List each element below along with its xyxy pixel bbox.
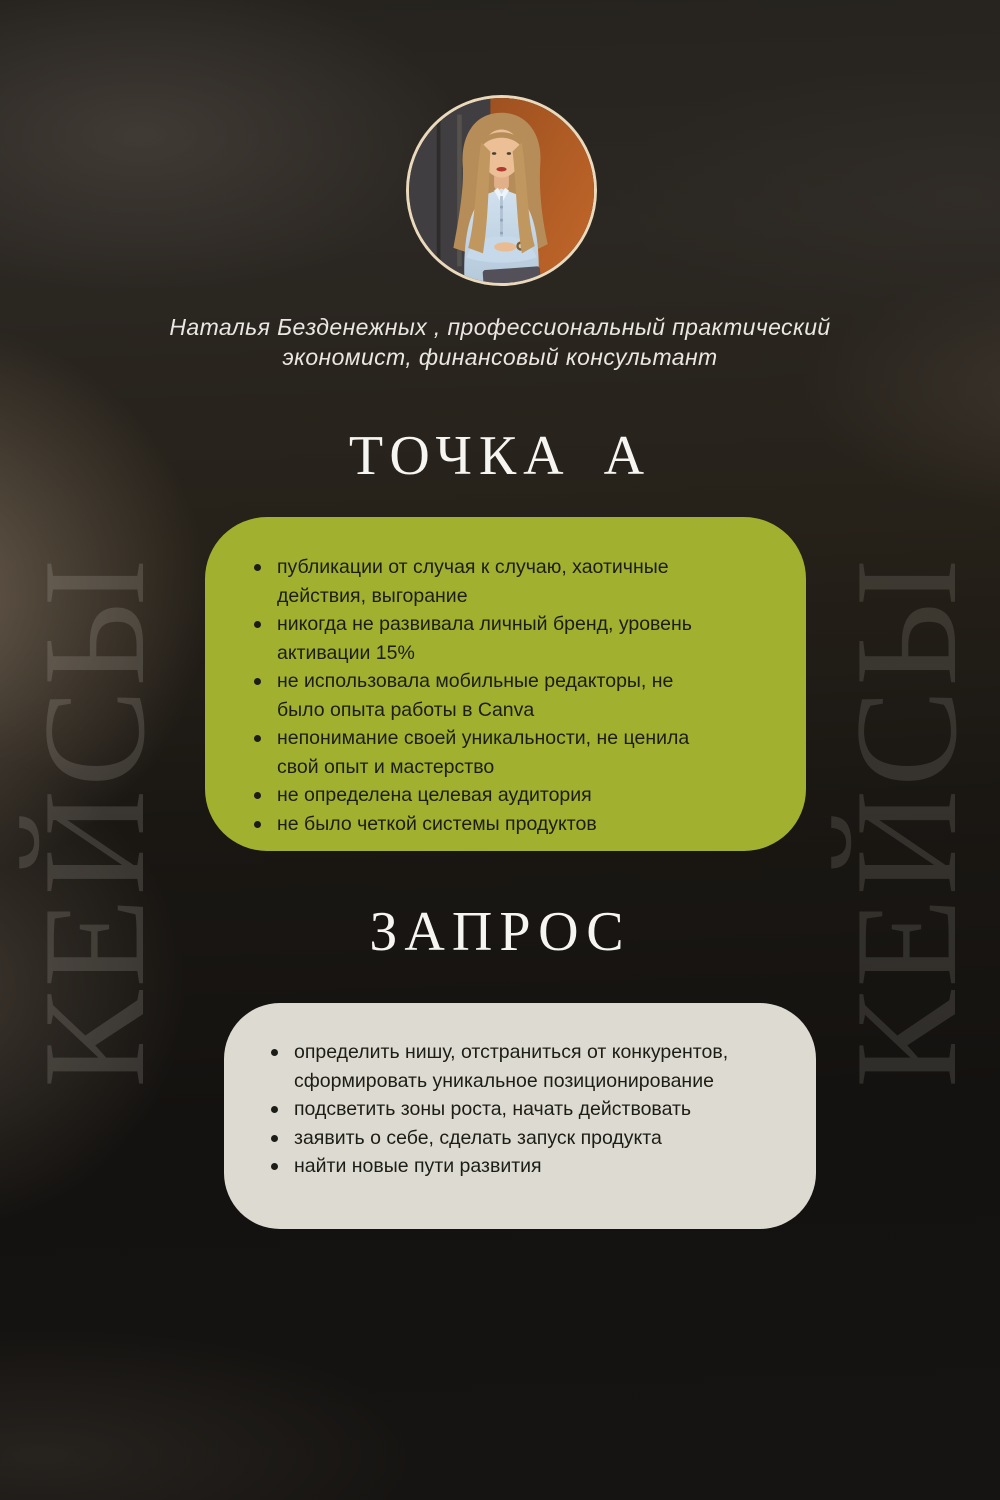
list-item bbox=[268, 1124, 738, 1153]
profile-caption-line1: Наталья Безденежных , профессиональный практический bbox=[169, 314, 831, 340]
watermark-left: КЕЙСЫ bbox=[13, 556, 175, 1088]
list-item-text: не определена целевая аудитория bbox=[277, 784, 592, 806]
list-item bbox=[251, 810, 703, 839]
list-item bbox=[251, 667, 703, 724]
watermark-right: КЕЙСЫ bbox=[825, 556, 987, 1088]
list-item bbox=[251, 724, 703, 781]
list-item-text: подсветить зоны роста, начать действовать bbox=[294, 1098, 692, 1120]
list-item-text: публикации от случая к случаю, хаотичные действия, выгорание bbox=[277, 556, 669, 607]
list-item-text: не использовала мобильные редакторы, не было опыта работы в Canva bbox=[277, 670, 674, 721]
list-item bbox=[251, 781, 703, 810]
avatar bbox=[406, 95, 597, 286]
portrait-photo-icon bbox=[409, 98, 594, 283]
list-item-text: определить нишу, отстраниться от конкурентов, сформировать уникальное позиционирование bbox=[294, 1041, 729, 1092]
profile-caption bbox=[0, 312, 1000, 372]
list-item bbox=[251, 553, 703, 610]
card-request bbox=[224, 1003, 816, 1229]
list-item bbox=[268, 1038, 738, 1095]
list-item-text: заявить о себе, сделать запуск продукта bbox=[294, 1126, 662, 1149]
bullet-list-point-a bbox=[205, 517, 703, 838]
card-point-a bbox=[205, 517, 806, 851]
profile-caption-line2: экономист, финансовый консультант bbox=[282, 344, 718, 370]
bullet-list-request bbox=[224, 1003, 738, 1181]
list-item-text: не было четкой системы продуктов bbox=[277, 812, 597, 835]
list-item-text: непонимание своей уникальности, не ценила свой опыт и мастерство bbox=[277, 727, 690, 778]
list-item bbox=[268, 1152, 738, 1181]
section-title-request: ЗАПРОС bbox=[369, 901, 631, 963]
list-item-text: никогда не развивала личный бренд, уровень активации 15% bbox=[277, 613, 692, 664]
section-title-point-a: ТОЧКА А bbox=[348, 425, 652, 487]
list-item bbox=[268, 1095, 738, 1124]
list-item-text: найти новые пути развития bbox=[294, 1155, 542, 1177]
list-item bbox=[251, 610, 703, 667]
